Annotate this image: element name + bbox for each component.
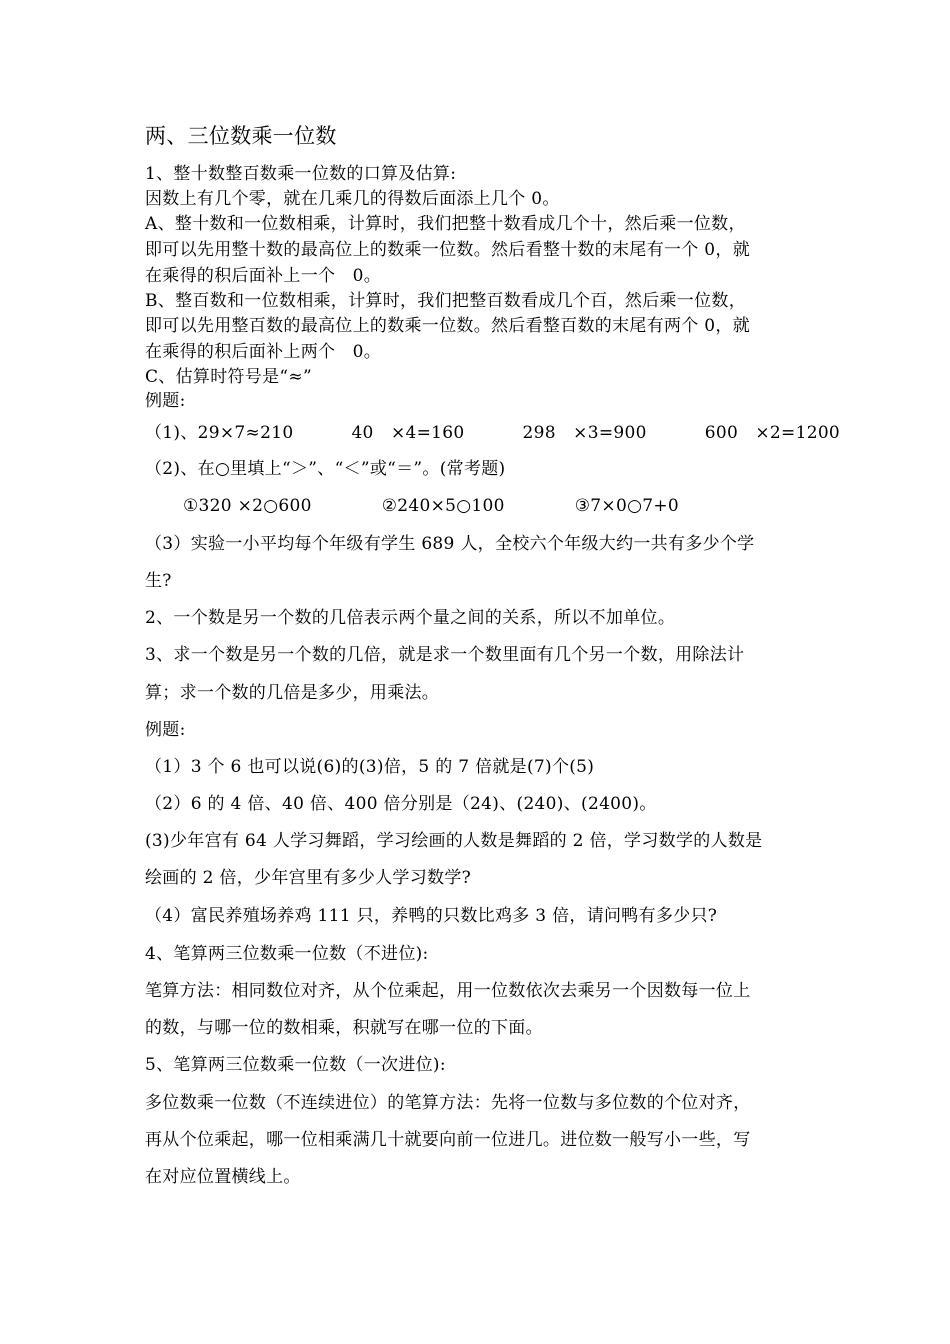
section-4-line-2: 的数，与哪一位的数相乘，积就写在哪一位的下面。 xyxy=(145,1018,543,1038)
question-1: （1）3 个 6 也可以说(6)的(3)倍，5 的 7 倍就是(7)个(5) xyxy=(145,757,595,777)
section-1-c: C、估算时符号是“≈” xyxy=(145,367,312,387)
example-3-line-1: （3）实验一小平均每个年级有学生 689 人，全校六个年级大约一共有多少个学 xyxy=(145,534,755,554)
section-2: 2、一个数是另一个数的几倍表示两个量之间的关系，所以不加单位。 xyxy=(145,608,676,628)
example-1-row xyxy=(145,422,898,444)
section-5-heading: 5、笔算两三位数乘一位数（一次进位): xyxy=(145,1055,446,1075)
example-2-item: ①320 ×2○600 xyxy=(183,496,312,516)
question-4: （4）富民养殖场养鸡 111 只，养鸭的只数比鸡多 3 倍，请问鸭有多少只? xyxy=(145,906,718,926)
example-1-item: 40 ×4=160 xyxy=(351,423,465,443)
doc-title: 两、三位数乘一位数 xyxy=(145,124,337,148)
section-1-rule: 因数上有几个零，就在几乘几的得数后面添上几个 0。 xyxy=(145,189,560,209)
example-1-item: （1)、29×7≈210 xyxy=(145,423,294,443)
example-3-line-2: 生? xyxy=(145,571,172,591)
example-label: 例题: xyxy=(145,391,186,411)
question-3-line-1: (3)少年宫有 64 人学习舞蹈，学习绘画的人数是舞蹈的 2 倍，学习数学的人数是 xyxy=(145,831,763,851)
example-label: 例题: xyxy=(145,720,186,740)
example-1-item: 600 ×2=1200 xyxy=(704,423,841,443)
section-1-b-line-3: 在乘得的积后面补上两个 0。 xyxy=(145,342,382,362)
section-4-heading: 4、笔算两三位数乘一位数（不进位): xyxy=(145,944,429,964)
example-2-item: ②240×5○100 xyxy=(381,496,505,516)
section-1-a-line-2: 即可以先用整十数的最高位上的数乘一位数。然后看整十数的末尾有一个 0，就 xyxy=(145,240,751,260)
question-2: （2）6 的 4 倍、40 倍、400 倍分别是（24)、(240)、(2400)。 xyxy=(145,794,657,814)
section-5-line-2: 再从个位乘起，哪一位相乘满几十就要向前一位进几。进位数一般写小一些，写 xyxy=(145,1130,751,1150)
question-3-line-2: 绘画的 2 倍，少年宫里有多少人学习数学? xyxy=(145,868,472,888)
example-2-item: ③7×0○7+0 xyxy=(574,496,679,516)
example-2-row xyxy=(183,495,749,517)
example-2-line: （2)、在○里填上“＞”、“＜”或“＝”。(常考题) xyxy=(145,459,506,479)
section-1-a-line-1: A、整十数和一位数相乘，计算时，我们把整十数看成几个十，然后乘一位数， xyxy=(145,214,746,234)
example-1-item: 298 ×3=900 xyxy=(522,423,647,443)
section-1-b-line-2: 即可以先用整百数的最高位上的数乘一位数。然后看整百数的末尾有两个 0，就 xyxy=(145,316,751,336)
section-5-line-1: 多位数乘一位数（不连续进位）的笔算方法：先将一位数与多位数的个位对齐， xyxy=(145,1093,751,1113)
section-1-b-line-1: B、整百数和一位数相乘，计算时，我们把整百数看成几个百，然后乘一位数， xyxy=(145,291,746,311)
section-1-a-line-3: 在乘得的积后面补上一个 0。 xyxy=(145,266,382,286)
section-3-line-2: 算；求一个数的几倍是多少，用乘法。 xyxy=(145,683,440,703)
section-5-line-3: 在对应位置横线上。 xyxy=(145,1167,301,1187)
section-3-line-1: 3、求一个数是另一个数的几倍，就是求一个数里面有几个另一个数，用除法计 xyxy=(145,645,745,665)
section-4-line-1: 笔算方法：相同数位对齐，从个位乘起，用一位数依次去乘另一个因数每一位上 xyxy=(145,981,751,1001)
section-1-heading: 1、整十数整百数乘一位数的口算及估算: xyxy=(145,164,457,184)
